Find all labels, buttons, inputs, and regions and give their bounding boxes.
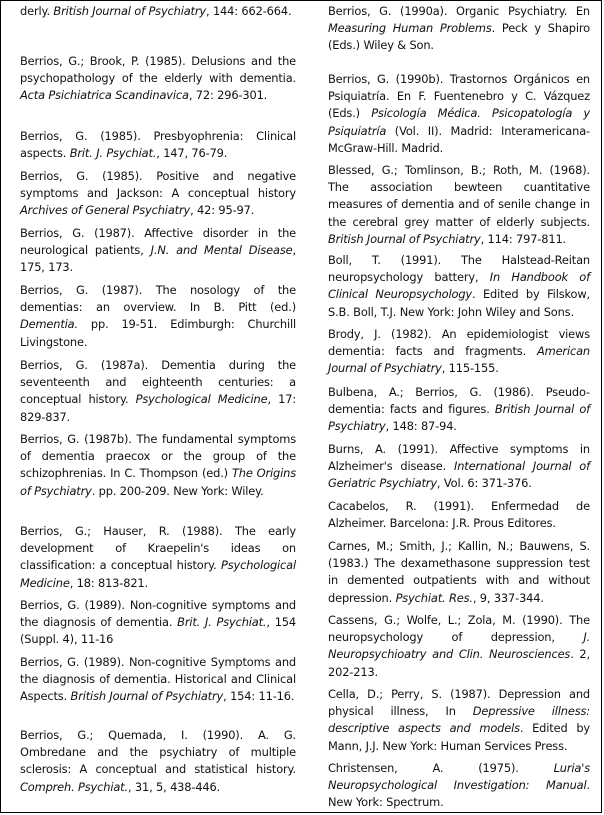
reference-text: Berrios, G.; Brook, P. (1985). Delusions and the psychopathology of the elderly with dementia. xyxy=(20,54,296,86)
reference-text: , 72: 296-301. xyxy=(188,88,268,103)
reference-title: Measuring Human Problems xyxy=(328,21,492,36)
reference-title: British Journal of Psychiatry xyxy=(328,402,590,434)
reference-text: Berrios, G. (1989). Non-cognitive Symptoms and the diagnosis of dementia. Historical and Clinical Aspects. xyxy=(20,655,296,704)
reference-text: Berrios, G. (1990b). Trastornos Orgánicos en Psiquiatría. En F. Fuentenebro y C. Vázquez (Eds.) xyxy=(328,72,590,121)
reference-entry xyxy=(20,282,296,351)
reference-text: , Vol. 6: 371-376. xyxy=(436,476,532,491)
reference-title: International Journal of Geriatric Psychiatry xyxy=(328,459,590,491)
reference-text: . Edited by Mann, J.J. New York: Human Services Press. xyxy=(328,721,590,753)
reference-title: Archives of General Psychiatry xyxy=(20,203,191,218)
reference-title: Luria's Neuropsychological Investigation: Manual xyxy=(328,761,590,793)
reference-entry xyxy=(20,654,296,706)
reference-text: derly. xyxy=(20,4,54,18)
reference-text: . 2, 202-213. xyxy=(328,647,590,679)
reference-title: The Origins of Psychiatry xyxy=(20,466,296,498)
reference-entry xyxy=(20,727,296,796)
reference-title: Depressive illness: descriptive aspects and models xyxy=(328,704,590,736)
reference-text: Brody, J. (1982). An epidemiologist views dementia: facts and fragments. xyxy=(328,327,590,359)
reference-entry xyxy=(328,3,590,55)
reference-text: Blessed, G.; Tomlinson, B.; Roth, M. (1968). The association bewteen cuantitative measures of dementia and of senile change in the cerebral grey matter of elderly subjects. xyxy=(328,163,590,229)
reference-entry xyxy=(328,498,590,532)
reference-text: Berrios, G. (1987a). Dementia during the seventeenth and eighteenth centuries: a conceptual history. xyxy=(20,358,296,407)
reference-entry xyxy=(20,3,296,20)
reference-title: British Journal of Psychiatry xyxy=(70,689,224,704)
reference-text: , 115-155. xyxy=(441,361,499,376)
reference-text: Christensen, A. (1975). xyxy=(328,761,554,775)
reference-entry xyxy=(20,225,296,277)
reference-text: . pp. 200-209. New York: Wiley. xyxy=(91,483,264,498)
reference-title: Dementia. xyxy=(20,317,78,332)
reference-entry xyxy=(20,523,296,592)
reference-title: Compreh. Psychiat. xyxy=(20,779,128,794)
reference-entry xyxy=(20,357,296,426)
reference-text: Berrios, G. (1987). The nosology of the dementias: an overview. In B. Pitt (ed.) xyxy=(20,283,296,315)
reference-title: British Journal of Psychiatry xyxy=(328,231,481,246)
reference-text: Berrios, G.; Hauser, R. (1988). The early development of Kraepelin's ideas on classification: a conceptual history. xyxy=(20,524,296,573)
reference-text: Berrios, G. (1985). Positive and negative symptoms and Jackson: A conceptual history xyxy=(20,169,296,201)
reference-entry xyxy=(328,760,590,812)
reference-text: Berrios, G. (1985). Presbyophrenia: Clinical aspects. xyxy=(20,129,296,161)
reference-title: Acta Psichiatrica Scandinavica xyxy=(20,88,189,103)
reference-title: Brit. J. Psychiat. xyxy=(69,146,157,161)
reference-text: Berrios, G. (1989). Non-cognitive symptoms and the diagnosis of dementia. xyxy=(20,598,296,630)
reference-text: , 42: 95-97. xyxy=(190,203,255,218)
reference-text: Berrios, G. (1990a). Organic Psychiatry. En xyxy=(328,4,590,18)
reference-title: British Journal of Psychiatry xyxy=(53,4,207,18)
reference-text: , 154: 11-16. xyxy=(223,689,295,704)
reference-text: , 154 (Suppl. 4), 11-16 xyxy=(20,615,296,647)
reference-entry xyxy=(20,431,296,500)
reference-text: , 31, 5, 438-446. xyxy=(127,779,221,794)
reference-title: J.N. and Mental Disease xyxy=(150,243,293,258)
reference-text: Berrios, G.; Quemada, I. (1990). A. G. Ombredane and the psychiatry of multiple sclerosis: A conceptual and statistical history. xyxy=(20,728,296,777)
reference-entry xyxy=(20,128,296,162)
reference-entry xyxy=(328,252,590,321)
reference-title: J. Neuropsychioatry and Clin. Neurosciences xyxy=(328,630,590,662)
reference-text: , 175, 173. xyxy=(20,243,296,275)
reference-text: , 148: 87-94. xyxy=(385,419,457,434)
reference-text: pp. 19-51. Edimburgh: Churchill Livingstone. xyxy=(20,317,296,349)
reference-text: . New York: Spectrum. xyxy=(328,778,590,810)
reference-title: Psychological Medicine xyxy=(135,392,268,407)
reference-text: Berrios, G. (1987). Affective disorder in the neurological patients, xyxy=(20,226,296,258)
reference-entry xyxy=(328,686,590,755)
reference-entry xyxy=(328,441,590,493)
reference-entry xyxy=(328,326,590,378)
reference-title: Brit. J. Psychiat. xyxy=(177,615,267,630)
reference-title: In Handbook of Clinical Neuropsychology xyxy=(328,270,590,302)
reference-entry xyxy=(20,597,296,649)
reference-text: Cella, D.; Perry, S. (1987). Depression and physical illness, In xyxy=(328,687,590,719)
reference-text: Carnes, M.; Smith, J.; Kallin, N.; Bauwens, S. (1983.) The dexamethasone suppression test in demented outpatients with and without depression. xyxy=(328,539,590,605)
reference-entry xyxy=(328,612,590,681)
reference-text: Burns, A. (1991). Affective symptoms in Alzheimer's disease. xyxy=(328,442,590,474)
reference-entry xyxy=(20,168,296,220)
reference-text: Berrios, G. (1987b). The fundamental symptoms of dementia praecox or the group of the schizophrenias. In C. Thompson (ed.) xyxy=(20,432,296,481)
reference-entry xyxy=(328,162,590,248)
reference-text: Boll, T. (1991). The Halstead-Reitan neuropsychology battery, xyxy=(328,253,590,285)
reference-title: Psychological Medicine xyxy=(20,558,296,590)
reference-text: Cassens, G.; Wolfe, L.; Zola, M. (1990). The neuropsychology of depression, xyxy=(328,613,590,645)
reference-text: , 114: 797-811. xyxy=(480,231,567,246)
reference-title: Psychiat. Res. xyxy=(395,590,473,605)
reference-text: , 18: 813-821. xyxy=(69,575,148,590)
reference-entry xyxy=(328,71,590,157)
reference-text: , 9, 337-344. xyxy=(472,590,544,605)
reference-title: Psicología Médica. Psicopatología y Psiquiatría xyxy=(328,106,590,138)
reference-text: Bulbena, A.; Berrios, G. (1986). Pseudo-dementia: facts and figures. xyxy=(328,385,590,417)
reference-text: (Vol. II). Madrid: Interamericana-McGraw-Hill. Madrid. xyxy=(328,123,590,155)
reference-text: . Edited by Filskow, S.B. Boll, T.J. New York: John Wiley and Sons. xyxy=(328,287,590,319)
reference-entry xyxy=(328,538,590,607)
reference-text: . Peck y Shapiro (Eds.) Wiley & Son. xyxy=(328,21,590,53)
reference-text: Cacabelos, R. (1991). Enfermedad de Alzheimer. Barcelona: J.R. Prous Editores. xyxy=(328,499,590,531)
reference-text: , 147, 76-79. xyxy=(156,146,228,161)
reference-entry xyxy=(20,53,296,105)
reference-text: , 144: 662-664. xyxy=(206,4,292,18)
reference-text: , 17: 829-837. xyxy=(20,392,297,424)
reference-entry xyxy=(328,384,590,436)
reference-title: American Journal of Psychiatry xyxy=(328,344,590,376)
